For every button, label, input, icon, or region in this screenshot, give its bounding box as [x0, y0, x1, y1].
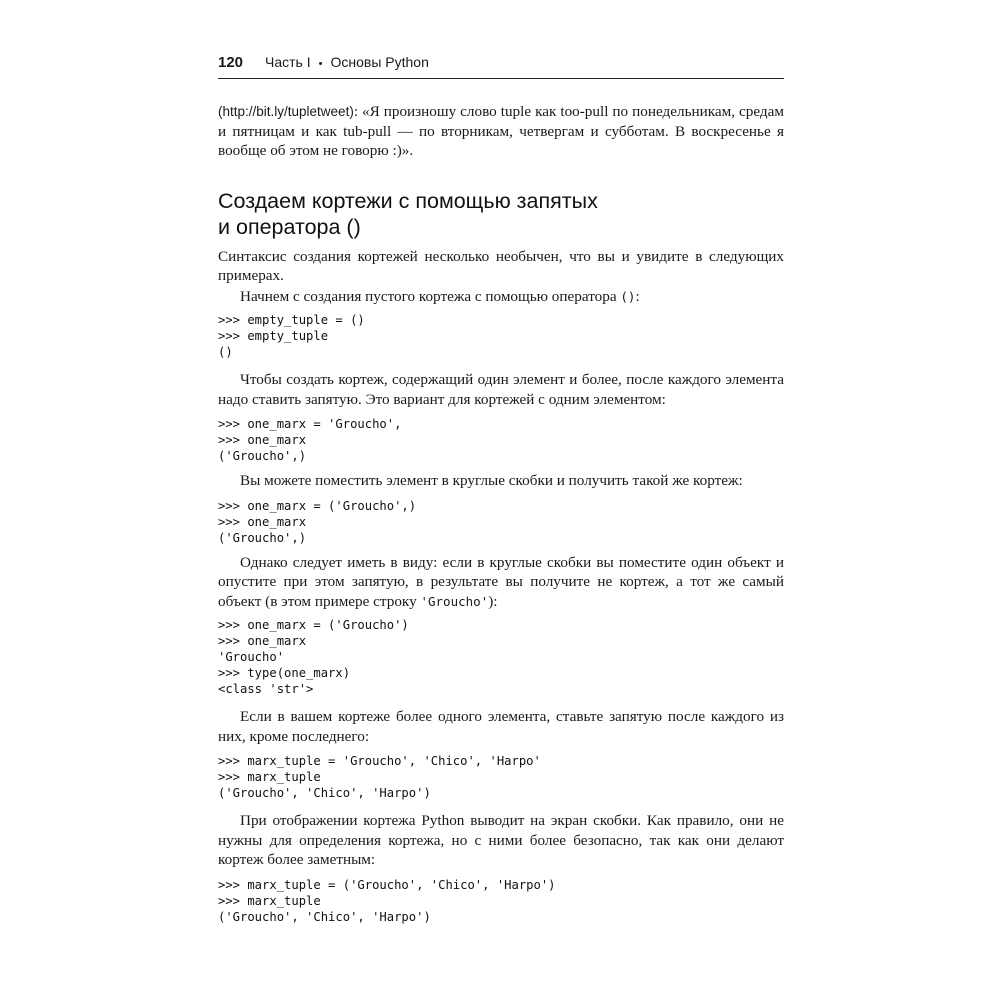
code-block-empty-tuple: >>> empty_tuple = () >>> empty_tuple (): [218, 313, 365, 359]
code-block-string: >>> one_marx = ('Groucho') >>> one_marx 'Groucho' >>> type(one_marx) <class 'str'>: [218, 618, 409, 696]
paragraph-empty-tuple-end: :: [635, 287, 640, 305]
paragraph-warning: [218, 553, 784, 612]
running-header: [218, 50, 784, 79]
part-label: Часть I: [265, 54, 311, 70]
code-block-multiple: >>> marx_tuple = 'Groucho', 'Chico', 'Harpo' >>> marx_tuple ('Groucho', 'Chico', 'Harpo'): [218, 754, 541, 800]
code-block-one-element: >>> one_marx = 'Groucho', >>> one_marx ('Groucho',): [218, 417, 402, 463]
paragraph-comma: Чтобы создать кортеж, содержащий один элемент и более, после каждого элемента надо ставить запятую. Это вариант для кортежей с одним элементом:: [218, 371, 784, 408]
paragraph-warning-end: ):: [488, 592, 498, 610]
paragraph-empty-tuple-text: Начнем с создания пустого кортежа с помощью оператора: [240, 287, 621, 305]
header-bullet: •: [318, 58, 323, 70]
code-block-parentheses-tuple: >>> one_marx = ('Groucho',) >>> one_marx ('Groucho',): [218, 498, 417, 545]
tweet-link[interactable]: (http://bit.ly/tupletweet): [218, 104, 354, 119]
code-block-parenthesized: >>> marx_tuple = ('Groucho', 'Chico', 'Harpo') >>> marx_tuple ('Groucho', 'Chico', 'Harpo'): [218, 877, 556, 924]
inline-code-groucho: 'Groucho': [420, 593, 489, 609]
inline-code-parens: (): [620, 288, 636, 304]
paragraph-empty-tuple: [218, 287, 784, 307]
section-heading-line2: и оператора (): [218, 214, 361, 239]
intro-text: : «Я произношу слово tuple как too-pull по понедельникам, средам и пятницам и как tub-pull — по вторникам, четвергам и субботам. В воскресенье я вообще об этом не говорю :)».: [218, 103, 784, 159]
paragraph-parentheses: Вы можете поместить элемент в круглые скобки и получить такой же кортеж:: [240, 472, 743, 489]
page-number: 120: [218, 54, 244, 71]
chapter-title: Основы Python: [330, 54, 429, 70]
paragraph-multiple: Если в вашем кортеже более одного элемента, ставьте запятую после каждого из них, кроме последнего:: [218, 708, 784, 745]
paragraph-display: При отображении кортежа Python выводит на экран скобки. Как правило, они не нужны для определения кортежа, но с ними более безопасно, так как они делают кортеж более заметным:: [218, 812, 784, 868]
intro-paragraph: [218, 102, 784, 161]
paragraph-warning-text: Однако следует иметь в виду: если в круглые скобки вы поместите один объект и опустите при этом запятую, в результате вы получите не кортеж, а тот же самый объект (в этом примере строку: [218, 553, 784, 610]
section-heading-line1: Создаем кортежи с помощью запятых: [218, 188, 598, 213]
section-heading: [218, 188, 784, 240]
book-page: [218, 50, 784, 925]
paragraph-syntax: Синтаксис создания кортежей несколько необычен, что вы и увидите в следующих примерах.: [218, 247, 784, 284]
